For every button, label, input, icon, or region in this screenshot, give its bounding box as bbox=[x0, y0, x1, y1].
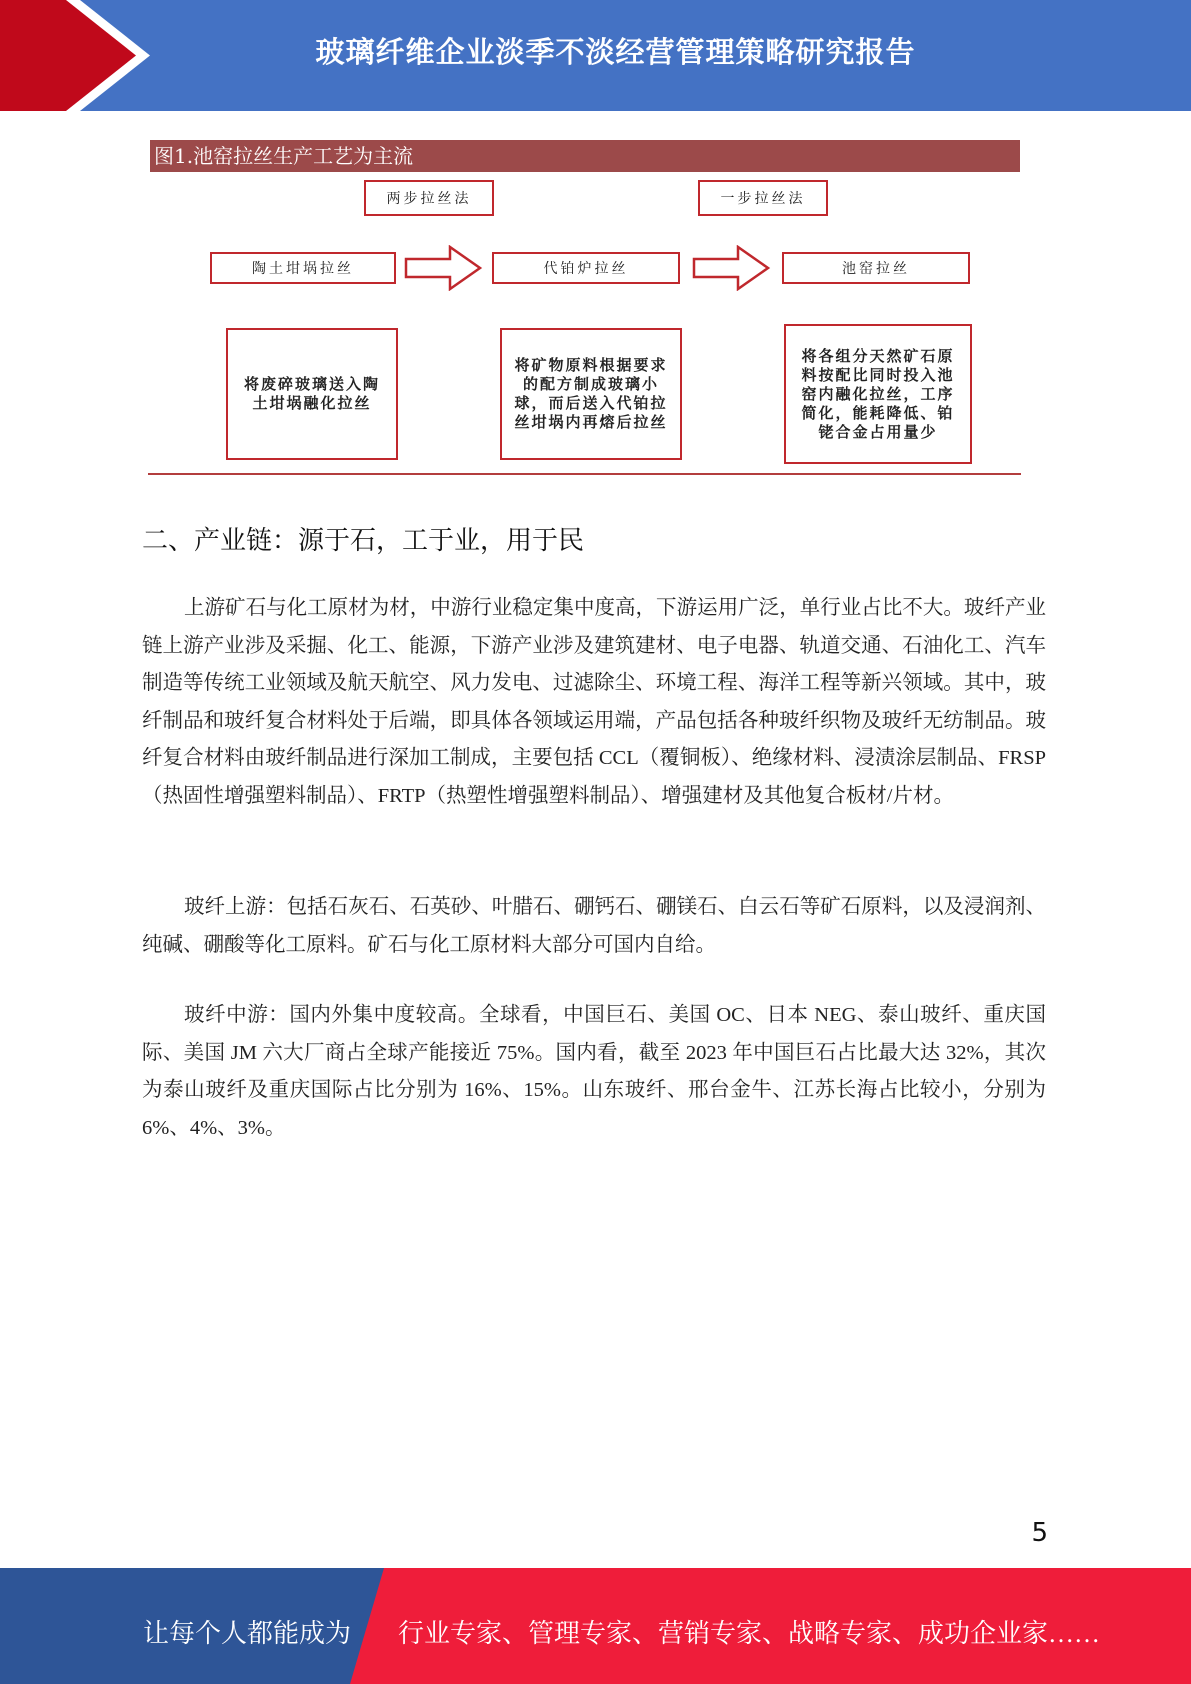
process-platinum-furnace: 代铂炉拉丝 bbox=[492, 252, 680, 284]
footer-slogan-left: 让每个人都能成为 bbox=[143, 1619, 352, 1648]
figure-bottom-rule bbox=[148, 473, 1021, 475]
desc-tank-furnace: 将各组分天然矿石原料按配比同时投入池窑内融化拉丝，工序简化，能耗降低、铂铑合金占用量少 bbox=[784, 324, 972, 464]
figure-caption: 图1.池窑拉丝生产工艺为主流 bbox=[150, 140, 1020, 172]
section-heading: 二、产业链：源于石，工于业，用于民 bbox=[142, 526, 585, 556]
desc-clay-crucible: 将废碎玻璃送入陶土坩埚融化拉丝 bbox=[226, 328, 398, 460]
method-one-step: 一步拉丝法 bbox=[698, 180, 828, 216]
paragraph-industry-chain: 上游矿石与化工原材为材，中游行业稳定集中度高，下游运用广泛，单行业占比不大。玻纤产业链上游产业涉及采掘、化工、能源，下游产业涉及建筑建材、电子电器、轨道交通、石油化工、汽车制造等传统工业领域及航天航空、风力发电、过滤除尘、环境工程、海洋工程等新兴领域。其中，玻纤制品和玻纤复合材料处于后端，即具体各领域运用端，产品包括各种玻纤织物及玻纤无纺制品。玻纤复合材料由玻纤制品进行深加工制成，主要包括 CCL（覆铜板）、绝缘材料、浸渍涂层制品、FRSP（热固性增强塑料制品）、FRTP（热塑性增强塑料制品）、增强建材及其他复合板材/片材。 bbox=[142, 597, 1046, 807]
desc-platinum-furnace: 将矿物原料根据要求的配方制成玻璃小球，而后送入代铂拉丝坩埚内再熔后拉丝 bbox=[500, 328, 682, 460]
report-title: 玻璃纤维企业淡季不淡经营管理策略研究报告 bbox=[315, 35, 916, 69]
process-figure bbox=[148, 138, 1041, 476]
process-tank-furnace: 池窑拉丝 bbox=[782, 252, 970, 284]
method-two-step: 两步拉丝法 bbox=[364, 180, 494, 216]
paragraph-upstream: 玻纤上游：包括石灰石、石英砂、叶腊石、硼钙石、硼镁石、白云石等矿石原料，以及浸润剂、纯碱、硼酸等化工原料。矿石与化工原材料大部分可国内自给。 bbox=[142, 896, 1046, 956]
page-number: 5 bbox=[1031, 1518, 1048, 1548]
page-footer bbox=[0, 1568, 1191, 1684]
right-arrow-icon bbox=[692, 245, 772, 291]
footer-slogan-right: 行业专家、管理专家、营销专家、战略专家、成功企业家…… bbox=[398, 1619, 1101, 1648]
page-header bbox=[0, 0, 1191, 111]
right-arrow-icon bbox=[404, 245, 484, 291]
process-clay-crucible: 陶土坩埚拉丝 bbox=[210, 252, 396, 284]
paragraph-midstream: 玻纤中游：国内外集中度较高。全球看，中国巨石、美国 OC、日本 NEG、泰山玻纤、重庆国际、美国 JM 六大厂商占全球产能接近 75%。国内看，截至 2023 年中国巨石占比最大达 32%，其次为泰山玻纤及重庆国际占比分别为 16%、15%。山东玻纤、邢台金牛、江苏长海占比较小，分别为 6%、4%、3%。 bbox=[142, 1004, 1046, 1139]
